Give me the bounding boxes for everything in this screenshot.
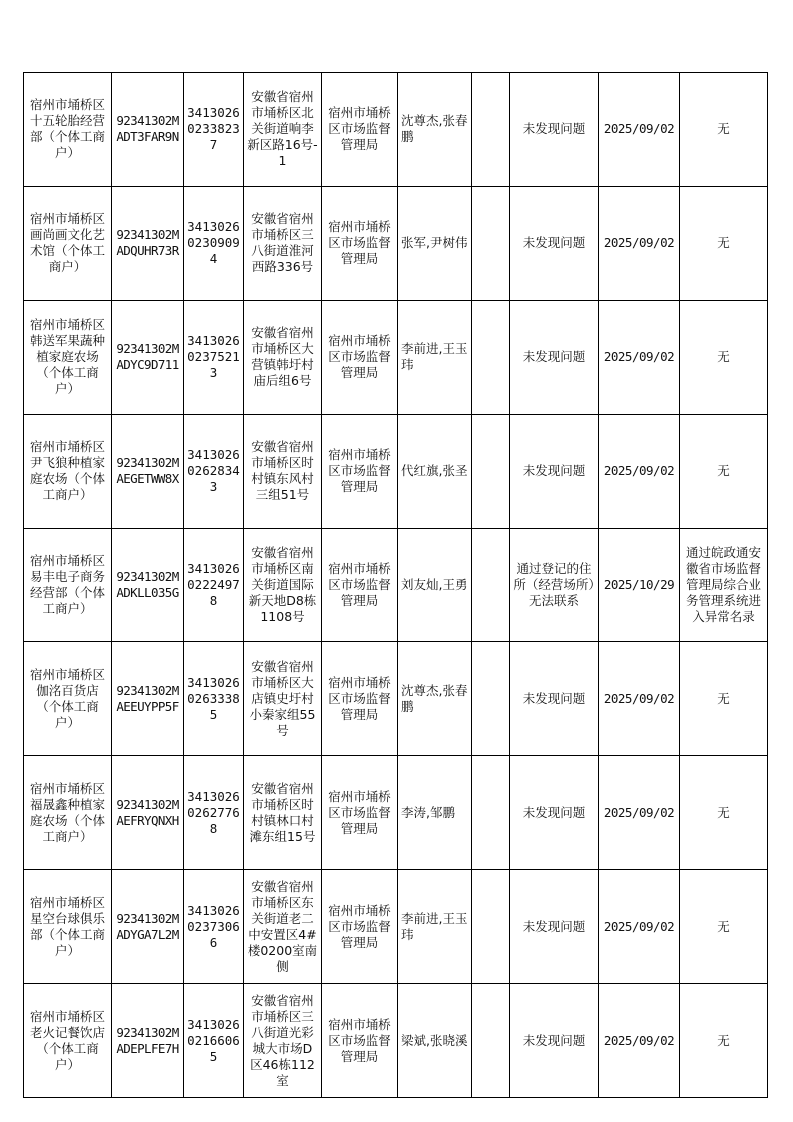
table-row	[24, 186, 768, 300]
inspection-table	[23, 72, 768, 1098]
entity-name-cell: 宿州市埇桥区十五轮胎经营部（个体工商户）	[24, 73, 112, 187]
inspectors-cell: 梁斌,张晓溪	[398, 984, 472, 1098]
credit-code-cell: 92341302MADYGA7L2M	[112, 870, 184, 984]
remark-cell: 无	[680, 642, 768, 756]
address-cell: 安徽省宿州市埇桥区时村镇林口村滩东组15号	[244, 756, 322, 870]
registration-number-cell: 341302602628343	[184, 414, 244, 528]
table-body	[24, 73, 768, 1098]
result-cell: 未发现问题	[510, 984, 599, 1098]
empty-cell	[472, 984, 510, 1098]
authority-cell: 宿州市埇桥区市场监督管理局	[322, 414, 398, 528]
authority-cell: 宿州市埇桥区市场监督管理局	[322, 756, 398, 870]
remark-cell: 无	[680, 186, 768, 300]
table-row	[24, 73, 768, 187]
inspectors-cell: 代红旗,张圣	[398, 414, 472, 528]
remark-cell: 无	[680, 984, 768, 1098]
credit-code-cell: 92341302MAEEUYPP5F	[112, 642, 184, 756]
authority-cell: 宿州市埇桥区市场监督管理局	[322, 186, 398, 300]
address-cell: 安徽省宿州市埇桥区北关街道响李新区路16号-1	[244, 73, 322, 187]
inspectors-cell: 张军,尹树伟	[398, 186, 472, 300]
entity-name-cell: 宿州市埇桥区伽洺百货店（个体工商户）	[24, 642, 112, 756]
empty-cell	[472, 73, 510, 187]
result-cell: 未发现问题	[510, 300, 599, 414]
date-cell: 2025/09/02	[599, 984, 680, 1098]
result-cell: 未发现问题	[510, 186, 599, 300]
table-row	[24, 984, 768, 1098]
address-cell: 安徽省宿州市埇桥区三八街道光彩城大市场D区46栋112室	[244, 984, 322, 1098]
date-cell: 2025/09/02	[599, 642, 680, 756]
date-cell: 2025/09/02	[599, 73, 680, 187]
entity-name-cell: 宿州市埇桥区易丰电子商务经营部（个体工商户）	[24, 528, 112, 642]
registration-number-cell: 341302602166065	[184, 984, 244, 1098]
authority-cell: 宿州市埇桥区市场监督管理局	[322, 528, 398, 642]
empty-cell	[472, 528, 510, 642]
entity-name-cell: 宿州市埇桥区尹飞狼种植家庭农场（个体工商户）	[24, 414, 112, 528]
empty-cell	[472, 414, 510, 528]
credit-code-cell: 92341302MAEGETWW8X	[112, 414, 184, 528]
result-cell: 未发现问题	[510, 756, 599, 870]
inspectors-cell: 沈尊杰,张春鹏	[398, 642, 472, 756]
result-cell: 未发现问题	[510, 870, 599, 984]
inspectors-cell: 李前进,王玉玮	[398, 870, 472, 984]
empty-cell	[472, 300, 510, 414]
result-cell: 未发现问题	[510, 73, 599, 187]
entity-name-cell: 宿州市埇桥区福晟鑫种植家庭农场（个体工商户）	[24, 756, 112, 870]
date-cell: 2025/09/02	[599, 870, 680, 984]
address-cell: 安徽省宿州市埇桥区大店镇史圩村小秦家组55号	[244, 642, 322, 756]
credit-code-cell: 92341302MADKLL035G	[112, 528, 184, 642]
empty-cell	[472, 870, 510, 984]
address-cell: 安徽省宿州市埇桥区东关街道老二中安置区4#楼0200室南侧	[244, 870, 322, 984]
entity-name-cell: 宿州市埇桥区星空台球俱乐部（个体工商户）	[24, 870, 112, 984]
table-row	[24, 642, 768, 756]
credit-code-cell: 92341302MADEPLFE7H	[112, 984, 184, 1098]
result-cell: 未发现问题	[510, 642, 599, 756]
empty-cell	[472, 642, 510, 756]
registration-number-cell: 341302602375213	[184, 300, 244, 414]
authority-cell: 宿州市埇桥区市场监督管理局	[322, 984, 398, 1098]
credit-code-cell: 92341302MAEFRYQNXH	[112, 756, 184, 870]
address-cell: 安徽省宿州市埇桥区大营镇韩圩村庙后组6号	[244, 300, 322, 414]
result-cell: 通过登记的住所（经营场所）无法联系	[510, 528, 599, 642]
empty-cell	[472, 756, 510, 870]
table-row	[24, 300, 768, 414]
address-cell: 安徽省宿州市埇桥区三八街道淮河西路336号	[244, 186, 322, 300]
inspectors-cell: 刘友灿,王勇	[398, 528, 472, 642]
credit-code-cell: 92341302MADQUHR73R	[112, 186, 184, 300]
authority-cell: 宿州市埇桥区市场监督管理局	[322, 642, 398, 756]
address-cell: 安徽省宿州市埇桥区南关街道国际新天地D8栋1108号	[244, 528, 322, 642]
registration-number-cell: 341302602309094	[184, 186, 244, 300]
result-cell: 未发现问题	[510, 414, 599, 528]
credit-code-cell: 92341302MADT3FAR9N	[112, 73, 184, 187]
registration-number-cell: 341302602338237	[184, 73, 244, 187]
address-cell: 安徽省宿州市埇桥区时村镇东风村三组51号	[244, 414, 322, 528]
authority-cell: 宿州市埇桥区市场监督管理局	[322, 73, 398, 187]
remark-cell: 无	[680, 73, 768, 187]
inspectors-cell: 李前进,王玉玮	[398, 300, 472, 414]
registration-number-cell: 341302602224978	[184, 528, 244, 642]
inspectors-cell: 沈尊杰,张春鹏	[398, 73, 472, 187]
registration-number-cell: 341302602633385	[184, 642, 244, 756]
entity-name-cell: 宿州市埇桥区老火记餐饮店（个体工商户）	[24, 984, 112, 1098]
entity-name-cell: 宿州市埇桥区画尚画文化艺术馆（个体工商户）	[24, 186, 112, 300]
table-row	[24, 756, 768, 870]
date-cell: 2025/09/02	[599, 756, 680, 870]
remark-cell: 无	[680, 870, 768, 984]
entity-name-cell: 宿州市埇桥区韩送军果蔬种植家庭农场（个体工商户）	[24, 300, 112, 414]
date-cell: 2025/09/02	[599, 186, 680, 300]
table-row	[24, 528, 768, 642]
table-row	[24, 870, 768, 984]
empty-cell	[472, 186, 510, 300]
registration-number-cell: 341302602627768	[184, 756, 244, 870]
credit-code-cell: 92341302MADYC9D711	[112, 300, 184, 414]
date-cell: 2025/09/02	[599, 300, 680, 414]
authority-cell: 宿州市埇桥区市场监督管理局	[322, 300, 398, 414]
authority-cell: 宿州市埇桥区市场监督管理局	[322, 870, 398, 984]
inspectors-cell: 李涛,邹鹏	[398, 756, 472, 870]
remark-cell: 无	[680, 300, 768, 414]
date-cell: 2025/10/29	[599, 528, 680, 642]
table-row	[24, 414, 768, 528]
date-cell: 2025/09/02	[599, 414, 680, 528]
remark-cell: 无	[680, 414, 768, 528]
remark-cell: 通过皖政通安徽省市场监督管理局综合业务管理系统进入异常名录	[680, 528, 768, 642]
remark-cell: 无	[680, 756, 768, 870]
registration-number-cell: 341302602373066	[184, 870, 244, 984]
